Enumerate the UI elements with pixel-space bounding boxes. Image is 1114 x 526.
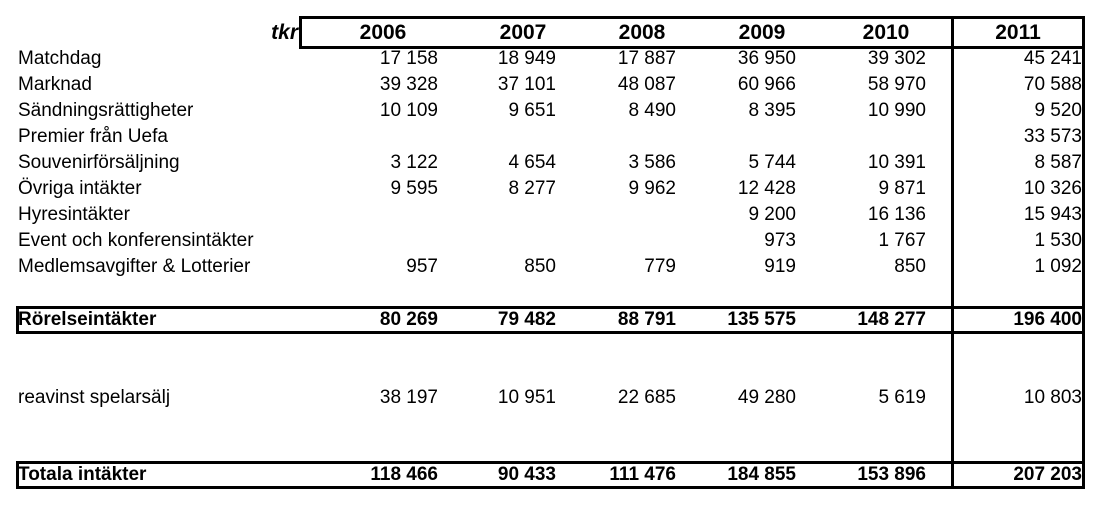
grand-total-value-2007: 90 433 xyxy=(497,464,556,485)
row-4-value-2011: 8 587 xyxy=(1034,152,1082,173)
year-header-2008: 2008 xyxy=(618,21,666,44)
row-4-label: Souvenirförsäljning xyxy=(18,152,180,173)
year-header-2009: 2009 xyxy=(738,21,786,44)
row-2-value-2009: 8 395 xyxy=(748,100,796,121)
row-4-value-2008: 3 586 xyxy=(628,152,676,173)
player-sales-value-2006: 38 197 xyxy=(379,387,438,408)
row-7-value-2011: 1 530 xyxy=(1034,230,1082,251)
row-7-label: Event och konferensintäkter xyxy=(18,230,254,251)
operating-total-value-2011: 196 400 xyxy=(1013,309,1082,330)
row-5-value-2011: 10 326 xyxy=(1023,178,1082,199)
row-2-label: Sändningsrättigheter xyxy=(18,100,194,121)
row-1-value-2007: 37 101 xyxy=(497,74,556,95)
row-8-value-2010: 850 xyxy=(894,256,926,277)
row-8-value-2011: 1 092 xyxy=(1034,256,1082,277)
row-6-value-2009: 9 200 xyxy=(748,204,796,225)
row-4-value-2010: 10 391 xyxy=(867,152,926,173)
year-header-2006: 2006 xyxy=(359,21,407,44)
row-0-value-2007: 18 949 xyxy=(497,48,556,69)
col-2011-right-border xyxy=(1082,49,1085,307)
grand-total-value-2010: 153 896 xyxy=(857,464,926,485)
row-8-label: Medlemsavgifter & Lotterier xyxy=(18,256,251,277)
row-0-value-2009: 36 950 xyxy=(737,48,796,69)
row-5-value-2008: 9 962 xyxy=(628,178,676,199)
year-header-2011: 2011 xyxy=(995,21,1041,44)
player-sales-value-2011: 10 803 xyxy=(1023,387,1082,408)
row-1-value-2009: 60 966 xyxy=(737,74,796,95)
row-4-value-2007: 4 654 xyxy=(508,152,556,173)
player-sales-label: reavinst spelarsälj xyxy=(18,387,171,408)
row-2-value-2011: 9 520 xyxy=(1034,100,1082,121)
row-1-value-2008: 48 087 xyxy=(617,74,676,95)
row-8-value-2006: 957 xyxy=(406,256,438,277)
grand-total-value-2011: 207 203 xyxy=(1013,464,1082,485)
row-5-value-2010: 9 871 xyxy=(878,178,926,199)
row-7-value-2010: 1 767 xyxy=(878,230,926,251)
row-8-value-2008: 779 xyxy=(644,256,676,277)
unit-label: tkr xyxy=(271,21,298,44)
year-header-2007: 2007 xyxy=(499,21,547,44)
row-2-value-2008: 8 490 xyxy=(628,100,676,121)
row-1-value-2006: 39 328 xyxy=(379,74,438,95)
player-sales-value-2009: 49 280 xyxy=(737,387,796,408)
row-6-value-2011: 15 943 xyxy=(1023,204,1082,225)
row-2-value-2006: 10 109 xyxy=(379,100,438,121)
col-2011-right-border-lower xyxy=(1082,332,1085,462)
row-1-value-2011: 70 588 xyxy=(1023,74,1082,95)
operating-total-value-2010: 148 277 xyxy=(857,309,926,330)
player-sales-value-2010: 5 619 xyxy=(878,387,926,408)
row-6-label: Hyresintäkter xyxy=(18,204,130,225)
row-5-value-2006: 9 595 xyxy=(390,178,438,199)
row-5-label: Övriga intäkter xyxy=(18,178,142,199)
row-2-value-2010: 10 990 xyxy=(867,100,926,121)
row-3-label: Premier från Uefa xyxy=(18,126,168,147)
operating-total-value-2009: 135 575 xyxy=(727,309,796,330)
row-0-value-2008: 17 887 xyxy=(617,48,676,69)
year-header-2010: 2010 xyxy=(862,21,910,44)
row-3-value-2011: 33 573 xyxy=(1023,126,1082,147)
player-sales-value-2008: 22 685 xyxy=(617,387,676,408)
row-7-value-2009: 973 xyxy=(764,230,796,251)
row-1-value-2010: 58 970 xyxy=(867,74,926,95)
row-0-value-2006: 17 158 xyxy=(379,48,438,69)
operating-total-label: Rörelseintäkter xyxy=(18,309,157,330)
grand-total-label: Totala intäkter xyxy=(18,464,147,485)
grand-total-value-2009: 184 855 xyxy=(727,464,796,485)
row-1-label: Marknad xyxy=(18,74,92,95)
row-2-value-2007: 9 651 xyxy=(508,100,556,121)
grand-total-value-2008: 111 476 xyxy=(609,464,676,485)
row-4-value-2006: 3 122 xyxy=(390,152,438,173)
row-4-value-2009: 5 744 xyxy=(748,152,796,173)
row-5-value-2007: 8 277 xyxy=(508,178,556,199)
row-6-value-2010: 16 136 xyxy=(867,204,926,225)
player-sales-value-2007: 10 951 xyxy=(497,387,556,408)
operating-total-value-2007: 79 482 xyxy=(497,309,556,330)
row-0-label: Matchdag xyxy=(18,48,102,69)
row-0-value-2011: 45 241 xyxy=(1023,48,1082,69)
row-8-value-2009: 919 xyxy=(764,256,796,277)
row-8-value-2007: 850 xyxy=(524,256,556,277)
operating-total-value-2008: 88 791 xyxy=(617,309,676,330)
grand-total-value-2006: 118 466 xyxy=(370,464,438,485)
row-0-value-2010: 39 302 xyxy=(867,48,926,69)
operating-total-value-2006: 80 269 xyxy=(379,309,438,330)
row-5-value-2009: 12 428 xyxy=(737,178,796,199)
